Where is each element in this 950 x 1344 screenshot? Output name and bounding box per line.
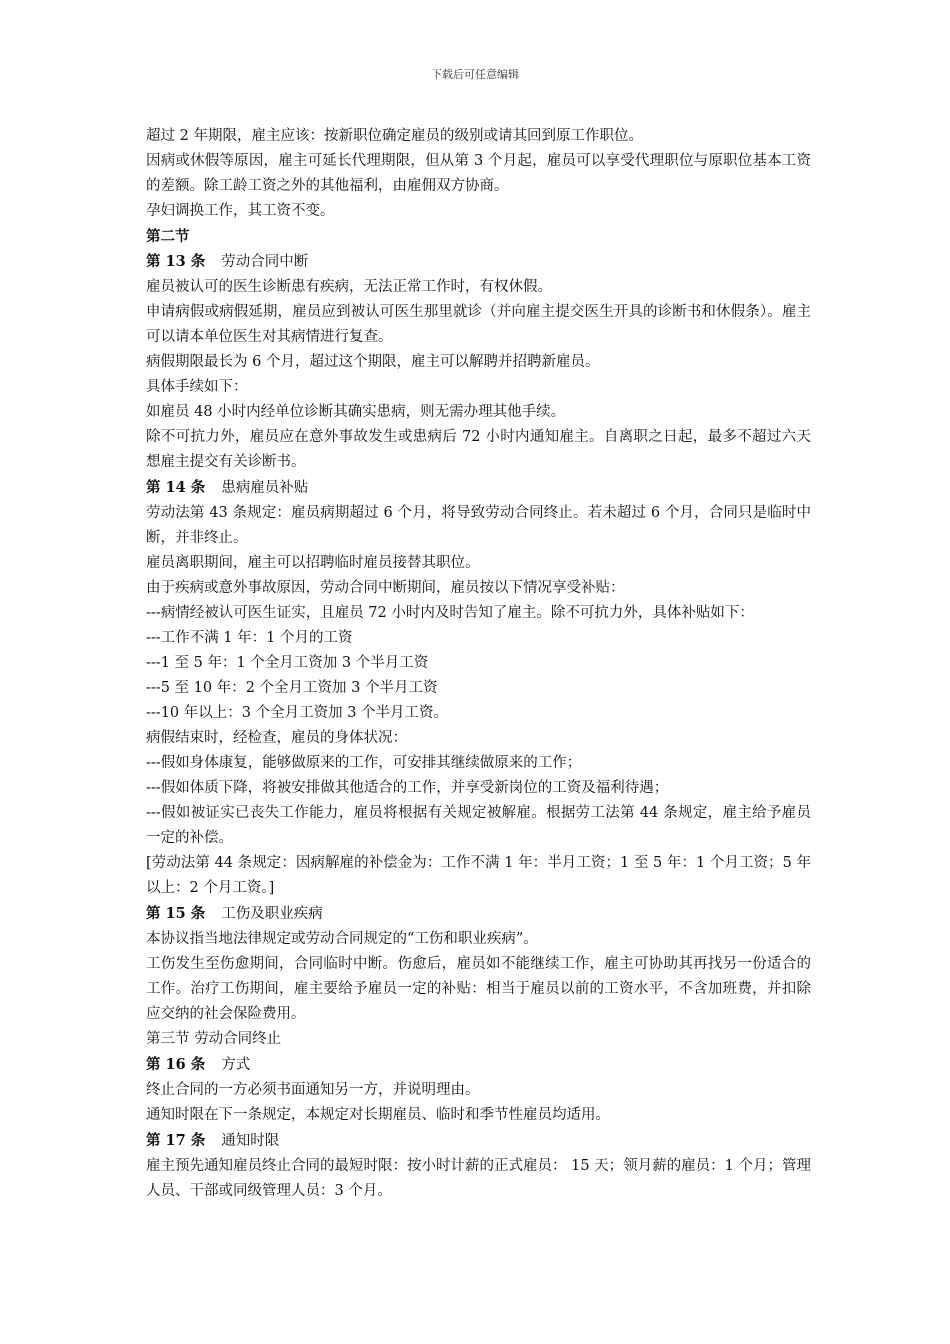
article-number: 第 16 条 [146, 1056, 206, 1073]
paragraph: 终止合同的一方必须书面通知另一方，并说明理由。 [146, 1082, 480, 1098]
paragraph: 劳动法第 43 条规定：雇员病期超过 6 个月，将导致劳动合同终止。若未超过 6 个月，合同只是临时中断，并非终止。 [146, 505, 811, 546]
paragraph: 由于疾病或意外事故原因，劳动合同中断期间，雇员按以下情况享受补贴： [146, 580, 625, 596]
article-title: 方式 [221, 1057, 251, 1073]
paragraph: 雇员被认可的医生诊断患有疾病，无法正常工作时，有权休假。 [146, 279, 552, 295]
article-heading [146, 1128, 811, 1154]
article-number: 第 17 条 [146, 1132, 206, 1149]
article-heading [146, 901, 811, 927]
paragraph: 具体手续如下： [146, 379, 248, 395]
page-header: 下载后可任意编辑 [431, 68, 519, 81]
paragraph: ---假如被证实已丧失工作能力，雇员将根据有关规定被解雇。根据劳工法第 44 条规定，雇主给予雇员一定的补偿。 [146, 805, 811, 846]
article-heading [146, 475, 811, 501]
article-title: 患病雇员补贴 [221, 480, 309, 496]
paragraph: 雇员离职期间，雇主可以招聘临时雇员接替其职位。 [146, 555, 480, 571]
document-body [146, 124, 811, 1204]
paragraph: 孕妇调换工作，其工资不变。 [146, 203, 335, 219]
article-number: 第 15 条 [146, 905, 206, 922]
paragraph: 除不可抗力外，雇员应在意外事故发生或患病后 72 小时内通知雇主。自离职之日起，最多不超过六天想雇主提交有关诊断书。 [146, 429, 811, 470]
paragraph: [劳动法第 44 条规定：因病解雇的补偿金为：工作不满 1 年：半月工资；1 至 5 年：1 个月工资；5 年以上：2 个月工资。] [146, 855, 811, 896]
paragraph: 申请病假或病假延期，雇员应到被认可医生那里就诊（并向雇主提交医生开具的诊断书和休假条）。雇主可以请本单位医生对其病情进行复查。 [146, 304, 811, 345]
article-title: 工伤及职业疾病 [221, 906, 323, 922]
article-title: 通知时限 [221, 1133, 280, 1149]
paragraph: ---工作不满 1 年：1 个月的工资 [146, 630, 353, 646]
paragraph: ---1 至 5 年：1 个全月工资加 3 个半月工资 [146, 655, 429, 671]
paragraph: ---假如身体康复，能够做原来的工作，可安排其继续做原来的工作； [146, 755, 582, 771]
paragraph: 通知时限在下一条规定，本规定对长期雇员、临时和季节性雇员均适用。 [146, 1107, 610, 1123]
paragraph: ---病情经被认可医生证实，且雇员 72 小时内及时告知了雇主。除不可抗力外，具体补贴如下： [146, 605, 754, 621]
paragraph: ---假如体质下降，将被安排做其他适合的工作，并享受新岗位的工资及福利待遇； [146, 780, 669, 796]
paragraph: ---10 年以上：3 个全月工资加 3 个半月工资。 [146, 705, 449, 721]
paragraph: 病假期限最长为 6 个月，超过这个期限，雇主可以解聘并招聘新雇员。 [146, 354, 600, 370]
paragraph: 雇主预先通知雇员终止合同的最短时限：按小时计薪的正式雇员： 15 天；领月薪的雇员：1 个月；管理人员、干部或同级管理人员：3 个月。 [146, 1158, 811, 1199]
paragraph: 本协议指当地法律规定或劳动合同规定的“工伤和职业疾病”。 [146, 931, 538, 947]
article-number: 第 14 条 [146, 479, 206, 496]
paragraph: 第三节 劳动合同终止 [146, 1031, 282, 1047]
paragraph: 如雇员 48 小时内经单位诊断其确实患病，则无需办理其他手续。 [146, 404, 566, 420]
section-heading: 第二节 [146, 228, 190, 245]
paragraph: 超过 2 年期限，雇主应该：按新职位确定雇员的级别或请其回到原工作职位。 [146, 128, 643, 144]
paragraph: ---5 至 10 年：2 个全月工资加 3 个半月工资 [146, 680, 438, 696]
paragraph: 工伤发生至伤愈期间，合同临时中断。伤愈后，雇员如不能继续工作，雇主可协助其再找另一份适合的工作。治疗工伤期间，雇主要给予雇员一定的补贴：相当于雇员以前的工资水平，不含加班费，并扣除应交纳的社会保险费用。 [146, 956, 811, 1022]
article-number: 第 13 条 [146, 253, 206, 270]
paragraph: 因病或休假等原因，雇主可延长代理期限，但从第 3 个月起，雇员可以享受代理职位与原职位基本工资的差额。除工龄工资之外的其他福利，由雇佣双方协商。 [146, 153, 811, 194]
article-heading [146, 249, 811, 275]
article-title: 劳动合同中断 [221, 254, 309, 270]
paragraph: 病假结束时，经检查，雇员的身体状况： [146, 730, 407, 746]
article-heading [146, 1052, 811, 1078]
